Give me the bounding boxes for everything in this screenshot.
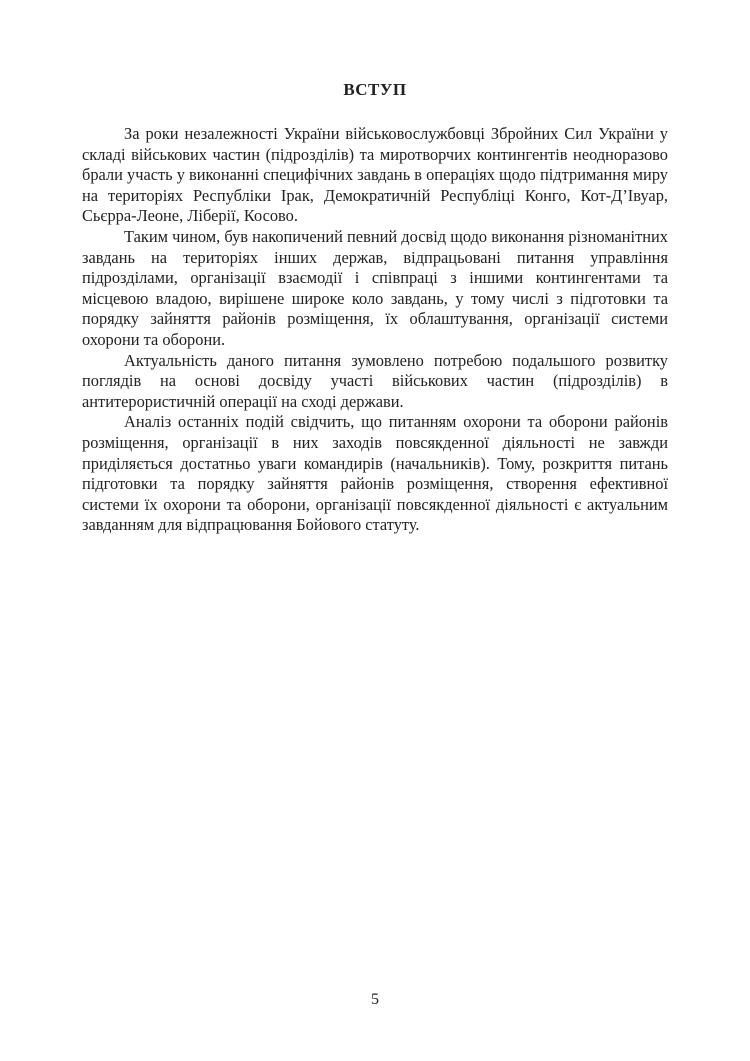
paragraph: Актуальність даного питання зумовлено потребою подальшого розвитку поглядів на основі досвіду участі військових частин (підрозділів) в антитерористичній операції на сході держави.: [82, 350, 668, 411]
page-number: 5: [371, 991, 379, 1008]
section-heading: ВСТУП: [343, 80, 407, 99]
body-text: [82, 124, 668, 536]
paragraph: Аналіз останніх подій свідчить, що питанням охорони та оборони районів розміщення, організації в них заходів повсякденної діяльності не завжди приділяється достатньо уваги командирів (начальників). Тому, розкриття питань підготовки та порядку зайняття районів розміщення, створення ефективної системи їх охорони та оборони, організації повсякденної діяльності є актуальним завданням для відпрацювання Бойового статуту.: [82, 412, 668, 535]
paragraph: Таким чином, був накопичений певний досвід щодо виконання різноманітних завдань на територіях інших держав, відпрацьовані питання управління підрозділами, організації взаємодії і співпраці з іншими контингентами та місцевою владою, вирішене широке коло завдань, у тому числі з підготовки та порядку зайняття районів розміщення, їх облаштування, організації системи охорони та оборони.: [82, 226, 668, 349]
paragraph: За роки незалежності України військовослужбовці Збройних Сил України у складі військових частин (підрозділів) та миротворчих контингентів неодноразово брали участь у виконанні специфічних завдань в операціях щодо підтримання миру на територіях Республіки Ірак, Демократичній Республіці Конго, Кот-Д’Івуар, Сьєрра-Леоне, Ліберії, Косово.: [82, 124, 668, 226]
